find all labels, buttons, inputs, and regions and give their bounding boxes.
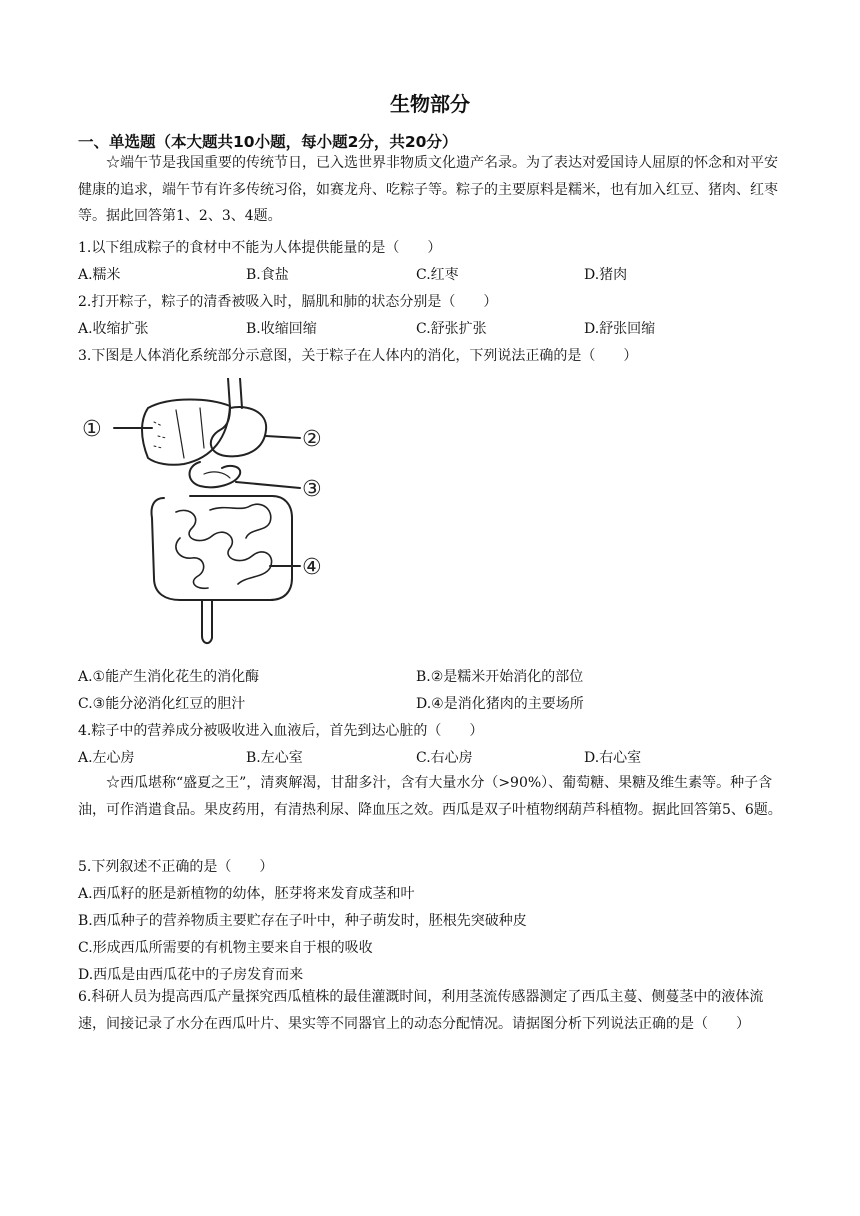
diagram-label-2: ② — [302, 427, 322, 452]
rectum-shape — [202, 600, 212, 643]
question-1-option-a: A.糯米 — [78, 267, 121, 283]
question-5-option-b: B.西瓜种子的营养物质主要贮存在子叶中，种子萌发时，胚根先突破种皮 — [78, 913, 527, 929]
large-intestine-shape — [152, 496, 293, 600]
question-3-option-a: A.①能产生消化花生的消化酶 — [78, 669, 260, 685]
diagram-label-4: ④ — [302, 555, 322, 580]
question-1-option-b: B.食盐 — [246, 267, 289, 283]
question-2-stem: 2.打开粽子，粽子的清香被吸入时，膈肌和肺的状态分别是（ ） — [78, 294, 498, 310]
question-5-option-a: A.西瓜籽的胚是新植物的幼体，胚芽将来发育成茎和叶 — [78, 886, 415, 902]
question-5-option-c: C.形成西瓜所需要的有机物主要来自于根的吸收 — [78, 940, 373, 956]
question-2-option-b: B.收缩回缩 — [246, 321, 317, 337]
question-3-option-d: D.④是消化猪肉的主要场所 — [416, 696, 584, 712]
esophagus-shape — [228, 378, 242, 408]
question-2-option-c: C.舒张扩张 — [416, 321, 487, 337]
question-3-option-b: B.②是糯米开始消化的部位 — [416, 669, 584, 685]
question-1-option-d: D.猪肉 — [584, 267, 628, 283]
passage-dragon-boat — [78, 150, 784, 230]
small-intestine-shape — [176, 510, 272, 588]
question-5-stem: 5.下列叙述不正确的是（ ） — [78, 859, 274, 875]
passage-text: ☆端午节是我国重要的传统节日，已入选世界非物质文化遗产名录。为了表达对爱国诗人屈原的怀念和对平安健康的追求，端午节有许多传统习俗，如赛龙舟、吃粽子等。粽子的主要原料是糯米，也有加入红豆、猪肉、红枣等。据此回答第1、2、3、4题。 — [78, 155, 778, 224]
section-heading: 一、单选题（本大题共10小题，每小题2分，共20分） — [78, 133, 458, 151]
question-2-option-a: A.收缩扩张 — [78, 321, 149, 337]
diagram-label-1: ① — [82, 417, 102, 442]
question-4-option-b: B.左心室 — [246, 750, 303, 766]
question-4-stem: 4.粽子中的营养成分被吸收进入血液后，首先到达心脏的（ ） — [78, 723, 484, 739]
question-3-stem: 3.下图是人体消化系统部分示意图，关于粽子在人体内的消化，下列说法正确的是（ ） — [78, 348, 638, 364]
question-1-option-c: C.红枣 — [416, 267, 459, 283]
question-1-stem: 1.以下组成粽子的食材中不能为人体提供能量的是（ ） — [78, 240, 442, 256]
digestive-system-diagram — [80, 378, 340, 648]
question-3-option-c: C.③能分泌消化红豆的胆汁 — [78, 696, 246, 712]
passage-watermelon — [78, 770, 784, 823]
question-6-stem: 6.科研人员为提高西瓜产量探究西瓜植株的最佳灌溉时间，利用茎流传感器测定了西瓜主蔓、侧蔓茎中的液体流速，间接记录了水分在西瓜叶片、果实等不同器官上的动态分配情况。请据图分析下列说法正确的是（ ） — [78, 989, 764, 1032]
diagram-label-3: ③ — [302, 477, 322, 502]
page-title: 生物部分 — [390, 92, 470, 116]
question-5-option-d: D.西瓜是由西瓜花中的子房发育而来 — [78, 967, 304, 983]
pancreas-shape — [190, 462, 241, 487]
question-2-option-d: D.舒张回缩 — [584, 321, 656, 337]
stomach-shape — [211, 407, 266, 456]
question-4-option-c: C.右心房 — [416, 750, 473, 766]
question-4-option-d: D.右心室 — [584, 750, 642, 766]
question-4-option-a: A.左心房 — [78, 750, 135, 766]
passage-text: ☆西瓜堪称“盛夏之王”，清爽解渴，甘甜多汁，含有大量水分（>90%）、葡萄糖、果糖及维生素等。种子含油，可作消遣食品。果皮药用，有清热利尿、降血压之效。西瓜是双子叶植物纲葫芦科植物。据此回答第5、6题。 — [78, 775, 782, 818]
